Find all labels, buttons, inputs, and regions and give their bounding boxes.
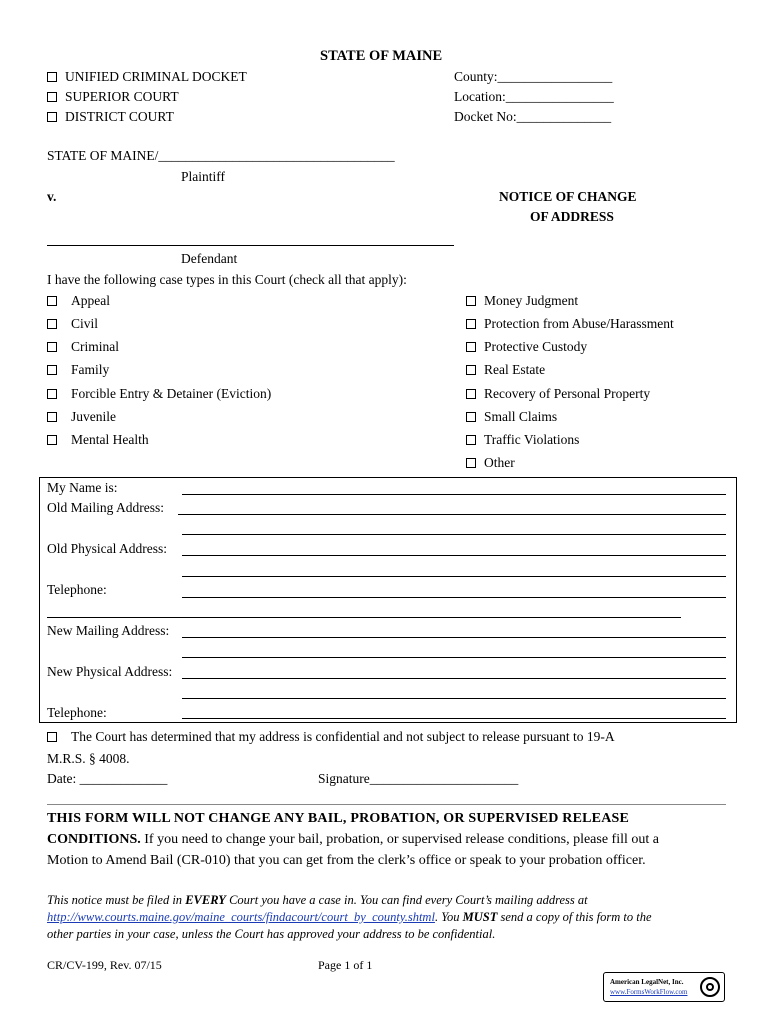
old-physical-label: Old Physical Address:	[47, 541, 167, 556]
warning-line-3: Motion to Amend Bail (CR-010) that you can get from the clerk’s office or speak to your probation officer.	[47, 853, 646, 868]
checkbox[interactable]	[47, 72, 57, 82]
old-mailing-label: Old Mailing Address:	[47, 500, 164, 515]
case-type-criminal[interactable]: Criminal	[47, 339, 119, 355]
notice-title-line2: OF ADDRESS	[530, 209, 614, 224]
notice-line-3: other parties in your case, unless the Court has approved your address to be confidential.	[47, 927, 496, 941]
defendant-line[interactable]	[47, 245, 454, 246]
new-mailing-line[interactable]	[182, 637, 726, 638]
checkbox[interactable]	[47, 389, 57, 399]
defendant-label: Defendant	[181, 251, 238, 266]
checkbox[interactable]	[47, 319, 57, 329]
case-type-juvenile[interactable]: Juvenile	[47, 409, 116, 425]
case-types-intro: I have the following case types in this Court (check all that apply):	[47, 272, 407, 287]
checkbox[interactable]	[466, 412, 476, 422]
case-type-protective-custody[interactable]: Protective Custody	[466, 339, 587, 355]
confidential-statement[interactable]: The Court has determined that my address is confidential and not subject to release pursuant to 19-A	[47, 729, 615, 745]
checkbox[interactable]	[47, 92, 57, 102]
checkbox[interactable]	[466, 365, 476, 375]
case-type-eviction[interactable]: Forcible Entry & Detainer (Eviction)	[47, 386, 271, 402]
checkbox[interactable]	[47, 112, 57, 122]
old-physical-line-2[interactable]	[182, 576, 726, 577]
legalnet-logo[interactable]	[603, 972, 725, 1002]
docket-field[interactable]: Docket No:______________	[454, 109, 612, 124]
courts-link[interactable]: http://www.courts.maine.gov/maine_courts/findacourt/court_by_county.shtml	[47, 910, 435, 924]
new-physical-line[interactable]	[182, 678, 726, 679]
case-type-money-judgment[interactable]: Money Judgment	[466, 293, 578, 309]
case-type-recovery-property[interactable]: Recovery of Personal Property	[466, 386, 650, 402]
logo-name: American LegalNet, Inc.	[610, 978, 684, 986]
county-field[interactable]: County:_________________	[454, 69, 613, 84]
old-mailing-line-2[interactable]	[182, 534, 726, 535]
warning-line-2: CONDITIONS. If you need to change your bail, probation, or supervised release conditions, please fill out a	[47, 832, 659, 847]
notice-line-2: http://www.courts.maine.gov/maine_courts/findacourt/court_by_county.shtml. You MUST send a copy of this form to the	[47, 910, 652, 924]
case-type-family[interactable]: Family	[47, 362, 109, 378]
form-title: STATE OF MAINE	[320, 48, 443, 64]
court-option-district[interactable]: DISTRICT COURT	[47, 109, 174, 125]
old-mailing-line[interactable]	[178, 514, 726, 515]
notice-line-1: This notice must be filed in EVERY Court you have a case in. You can find every Court’s mailing address at	[47, 893, 588, 907]
telephone-line-old[interactable]	[182, 597, 726, 598]
logo-emblem-icon	[700, 977, 720, 997]
new-physical-line-2[interactable]	[182, 698, 726, 699]
case-type-small-claims[interactable]: Small Claims	[466, 409, 557, 425]
case-type-protection-abuse[interactable]: Protection from Abuse/Harassment	[466, 316, 674, 332]
signature-field[interactable]: Signature______________________	[318, 771, 519, 786]
new-physical-label: New Physical Address:	[47, 664, 173, 679]
form-id: CR/CV-199, Rev. 07/15	[47, 958, 162, 972]
case-type-mental-health[interactable]: Mental Health	[47, 432, 149, 448]
new-mailing-label: New Mailing Address:	[47, 623, 170, 638]
versus-label: v.	[47, 189, 57, 204]
location-field[interactable]: Location:________________	[454, 89, 614, 104]
checkbox[interactable]	[47, 412, 57, 422]
telephone-label-new: Telephone:	[47, 705, 107, 720]
divider	[47, 804, 726, 805]
logo-url[interactable]: www.FormsWorkFlow.com	[610, 988, 688, 996]
name-line[interactable]	[182, 494, 726, 495]
case-type-traffic[interactable]: Traffic Violations	[466, 432, 579, 448]
checkbox[interactable]	[47, 732, 57, 742]
case-type-appeal[interactable]: Appeal	[47, 293, 110, 309]
checkbox[interactable]	[47, 435, 57, 445]
checkbox[interactable]	[47, 342, 57, 352]
checkbox[interactable]	[466, 435, 476, 445]
court-option-superior[interactable]: SUPERIOR COURT	[47, 89, 179, 105]
date-field[interactable]: Date: _____________	[47, 771, 168, 786]
checkbox[interactable]	[466, 389, 476, 399]
old-physical-line[interactable]	[182, 555, 726, 556]
notice-title-line1: NOTICE OF CHANGE	[499, 189, 637, 204]
case-type-real-estate[interactable]: Real Estate	[466, 362, 545, 378]
plaintiff-label: Plaintiff	[181, 169, 226, 184]
checkbox[interactable]	[466, 458, 476, 468]
page-number: Page 1 of 1	[318, 958, 373, 972]
court-option-unified[interactable]: UNIFIED CRIMINAL DOCKET	[47, 69, 247, 85]
telephone-line-new[interactable]	[182, 718, 726, 719]
checkbox[interactable]	[466, 296, 476, 306]
warning-heading: THIS FORM WILL NOT CHANGE ANY BAIL, PROBATION, OR SUPERVISED RELEASE	[47, 811, 630, 826]
checkbox[interactable]	[47, 296, 57, 306]
case-type-other[interactable]: Other	[466, 455, 515, 471]
confidential-statute: M.R.S. § 4008.	[47, 751, 130, 766]
checkbox[interactable]	[47, 365, 57, 375]
state-plaintiff-line[interactable]: STATE OF MAINE/___________________________________	[47, 148, 395, 163]
name-label: My Name is:	[47, 480, 118, 495]
checkbox[interactable]	[466, 319, 476, 329]
telephone-label-old: Telephone:	[47, 582, 107, 597]
case-type-civil[interactable]: Civil	[47, 316, 98, 332]
new-mailing-line-2[interactable]	[182, 657, 726, 658]
separator-line	[47, 617, 681, 618]
checkbox[interactable]	[466, 342, 476, 352]
